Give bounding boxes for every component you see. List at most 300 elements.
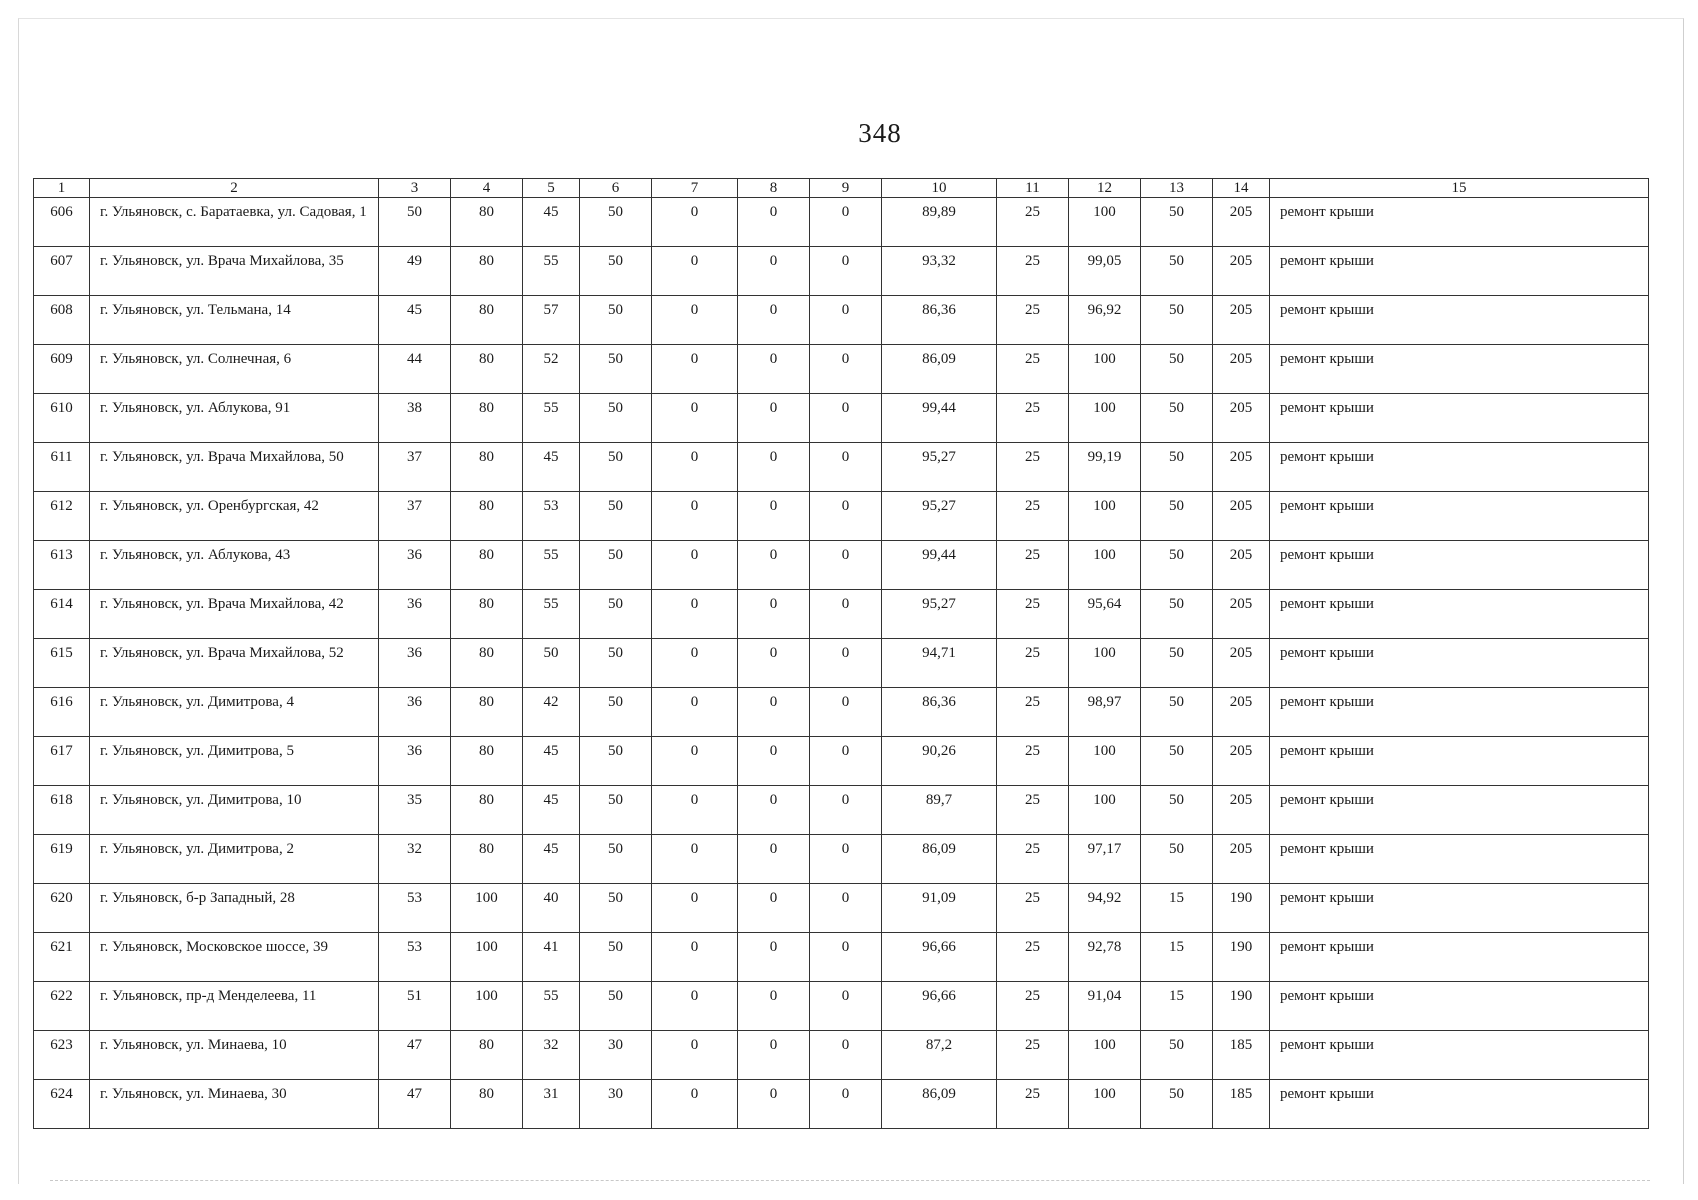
- cell-col6: 50: [580, 492, 652, 541]
- cell-col8: 0: [738, 1080, 810, 1129]
- table-row: [34, 492, 1649, 541]
- cell-col10: 99,44: [882, 541, 997, 590]
- work-type-cell: ремонт крыши: [1270, 1080, 1649, 1129]
- cell-col11: 25: [997, 443, 1069, 492]
- column-number-row: [34, 179, 1649, 198]
- cell-col7: 0: [652, 394, 738, 443]
- cell-col6: 50: [580, 933, 652, 982]
- cell-col12: 100: [1069, 198, 1141, 247]
- cell-col11: 25: [997, 688, 1069, 737]
- cell-col7: 0: [652, 835, 738, 884]
- cell-col7: 0: [652, 1031, 738, 1080]
- cell-col4: 80: [451, 394, 523, 443]
- cell-col10: 89,7: [882, 786, 997, 835]
- cell-col8: 0: [738, 198, 810, 247]
- cell-col9: 0: [810, 345, 882, 394]
- address-cell: г. Ульяновск, ул. Минаева, 10: [90, 1031, 379, 1080]
- cell-col7: 0: [652, 933, 738, 982]
- cell-col6: 50: [580, 835, 652, 884]
- cell-col5: 45: [523, 443, 580, 492]
- address-cell: г. Ульяновск, ул. Солнечная, 6: [90, 345, 379, 394]
- cell-col14: 205: [1213, 394, 1270, 443]
- cell-col11: 25: [997, 639, 1069, 688]
- cell-col12: 97,17: [1069, 835, 1141, 884]
- cell-col13: 15: [1141, 884, 1213, 933]
- cell-col10: 94,71: [882, 639, 997, 688]
- cell-col3: 44: [379, 345, 451, 394]
- cell-col6: 50: [580, 884, 652, 933]
- cell-col4: 80: [451, 835, 523, 884]
- cell-col4: 80: [451, 198, 523, 247]
- cell-col8: 0: [738, 1031, 810, 1080]
- cell-col8: 0: [738, 884, 810, 933]
- table-row: [34, 884, 1649, 933]
- cell-col11: 25: [997, 492, 1069, 541]
- cell-col3: 36: [379, 639, 451, 688]
- cell-col6: 50: [580, 982, 652, 1031]
- row-number: 617: [34, 737, 90, 786]
- cell-col6: 50: [580, 737, 652, 786]
- table-row: [34, 296, 1649, 345]
- cell-col6: 30: [580, 1080, 652, 1129]
- row-number: 618: [34, 786, 90, 835]
- address-cell: г. Ульяновск, ул. Аблукова, 43: [90, 541, 379, 590]
- cell-col3: 37: [379, 443, 451, 492]
- table-row: [34, 933, 1649, 982]
- row-number: 610: [34, 394, 90, 443]
- row-number: 611: [34, 443, 90, 492]
- column-header: 3: [379, 179, 451, 198]
- work-type-cell: ремонт крыши: [1270, 835, 1649, 884]
- address-cell: г. Ульяновск, ул. Димитрова, 4: [90, 688, 379, 737]
- cell-col10: 89,89: [882, 198, 997, 247]
- cell-col10: 96,66: [882, 982, 997, 1031]
- cell-col6: 50: [580, 786, 652, 835]
- cell-col9: 0: [810, 639, 882, 688]
- cell-col7: 0: [652, 296, 738, 345]
- cell-col11: 25: [997, 198, 1069, 247]
- work-type-cell: ремонт крыши: [1270, 443, 1649, 492]
- cell-col11: 25: [997, 786, 1069, 835]
- cell-col12: 99,05: [1069, 247, 1141, 296]
- cell-col12: 100: [1069, 345, 1141, 394]
- cell-col8: 0: [738, 982, 810, 1031]
- cell-col8: 0: [738, 639, 810, 688]
- cell-col7: 0: [652, 541, 738, 590]
- row-number: 607: [34, 247, 90, 296]
- cell-col3: 35: [379, 786, 451, 835]
- cell-col9: 0: [810, 1031, 882, 1080]
- column-header: 7: [652, 179, 738, 198]
- cell-col10: 96,66: [882, 933, 997, 982]
- address-cell: г. Ульяновск, ул. Врача Михайлова, 50: [90, 443, 379, 492]
- cell-col8: 0: [738, 492, 810, 541]
- cell-col12: 100: [1069, 737, 1141, 786]
- cell-col8: 0: [738, 688, 810, 737]
- cell-col6: 50: [580, 541, 652, 590]
- row-number: 621: [34, 933, 90, 982]
- cell-col13: 50: [1141, 443, 1213, 492]
- cell-col14: 190: [1213, 982, 1270, 1031]
- cell-col11: 25: [997, 884, 1069, 933]
- cell-col9: 0: [810, 443, 882, 492]
- table-row: [34, 982, 1649, 1031]
- cell-col8: 0: [738, 737, 810, 786]
- cell-col11: 25: [997, 1031, 1069, 1080]
- cell-col13: 50: [1141, 492, 1213, 541]
- cell-col6: 50: [580, 345, 652, 394]
- work-type-cell: ремонт крыши: [1270, 982, 1649, 1031]
- row-number: 624: [34, 1080, 90, 1129]
- cell-col13: 15: [1141, 982, 1213, 1031]
- work-type-cell: ремонт крыши: [1270, 541, 1649, 590]
- cell-col9: 0: [810, 1080, 882, 1129]
- cell-col12: 91,04: [1069, 982, 1141, 1031]
- cell-col12: 100: [1069, 394, 1141, 443]
- cell-col12: 100: [1069, 1080, 1141, 1129]
- table-header: [34, 179, 1649, 198]
- cell-col9: 0: [810, 835, 882, 884]
- cell-col12: 94,92: [1069, 884, 1141, 933]
- cell-col13: 50: [1141, 296, 1213, 345]
- table-row: [34, 639, 1649, 688]
- work-type-cell: ремонт крыши: [1270, 590, 1649, 639]
- cell-col8: 0: [738, 394, 810, 443]
- cell-col13: 50: [1141, 541, 1213, 590]
- row-number: 619: [34, 835, 90, 884]
- row-number: 615: [34, 639, 90, 688]
- cell-col3: 45: [379, 296, 451, 345]
- cell-col12: 100: [1069, 492, 1141, 541]
- row-number: 609: [34, 345, 90, 394]
- cell-col4: 80: [451, 1080, 523, 1129]
- cell-col12: 92,78: [1069, 933, 1141, 982]
- column-header: 9: [810, 179, 882, 198]
- cell-col13: 50: [1141, 590, 1213, 639]
- cell-col14: 205: [1213, 590, 1270, 639]
- cell-col3: 53: [379, 884, 451, 933]
- cell-col4: 80: [451, 688, 523, 737]
- work-type-cell: ремонт крыши: [1270, 247, 1649, 296]
- cell-col14: 205: [1213, 247, 1270, 296]
- cell-col5: 55: [523, 394, 580, 443]
- cell-col4: 80: [451, 1031, 523, 1080]
- cell-col5: 41: [523, 933, 580, 982]
- cell-col3: 49: [379, 247, 451, 296]
- cell-col11: 25: [997, 296, 1069, 345]
- cell-col14: 185: [1213, 1080, 1270, 1129]
- cell-col14: 205: [1213, 198, 1270, 247]
- address-cell: г. Ульяновск, ул. Тельмана, 14: [90, 296, 379, 345]
- cell-col14: 185: [1213, 1031, 1270, 1080]
- column-header: 10: [882, 179, 997, 198]
- cell-col6: 50: [580, 639, 652, 688]
- cell-col10: 91,09: [882, 884, 997, 933]
- address-cell: г. Ульяновск, ул. Димитрова, 10: [90, 786, 379, 835]
- table-row: [34, 443, 1649, 492]
- cell-col13: 50: [1141, 198, 1213, 247]
- cell-col9: 0: [810, 933, 882, 982]
- cell-col7: 0: [652, 639, 738, 688]
- cell-col7: 0: [652, 688, 738, 737]
- cell-col8: 0: [738, 541, 810, 590]
- cell-col10: 86,36: [882, 688, 997, 737]
- cell-col5: 45: [523, 835, 580, 884]
- cell-col9: 0: [810, 884, 882, 933]
- cell-col8: 0: [738, 933, 810, 982]
- scan-edge-line: [50, 1180, 1650, 1181]
- cell-col3: 36: [379, 590, 451, 639]
- cell-col10: 86,09: [882, 345, 997, 394]
- cell-col12: 95,64: [1069, 590, 1141, 639]
- cell-col3: 36: [379, 737, 451, 786]
- cell-col14: 205: [1213, 688, 1270, 737]
- cell-col6: 50: [580, 590, 652, 639]
- work-type-cell: ремонт крыши: [1270, 198, 1649, 247]
- column-header: 13: [1141, 179, 1213, 198]
- cell-col8: 0: [738, 296, 810, 345]
- column-header: 4: [451, 179, 523, 198]
- row-number: 614: [34, 590, 90, 639]
- table-body: [34, 198, 1649, 1129]
- table-row: [34, 394, 1649, 443]
- column-header: 1: [34, 179, 90, 198]
- column-header: 11: [997, 179, 1069, 198]
- cell-col3: 47: [379, 1080, 451, 1129]
- address-cell: г. Ульяновск, ул. Врача Михайлова, 52: [90, 639, 379, 688]
- cell-col4: 80: [451, 541, 523, 590]
- cell-col12: 98,97: [1069, 688, 1141, 737]
- cell-col9: 0: [810, 688, 882, 737]
- cell-col5: 55: [523, 982, 580, 1031]
- cell-col4: 80: [451, 639, 523, 688]
- column-header: 6: [580, 179, 652, 198]
- work-type-cell: ремонт крыши: [1270, 639, 1649, 688]
- cell-col6: 50: [580, 443, 652, 492]
- address-cell: г. Ульяновск, ул. Врача Михайлова, 35: [90, 247, 379, 296]
- cell-col11: 25: [997, 1080, 1069, 1129]
- cell-col13: 50: [1141, 345, 1213, 394]
- cell-col10: 90,26: [882, 737, 997, 786]
- work-type-cell: ремонт крыши: [1270, 884, 1649, 933]
- cell-col10: 86,09: [882, 1080, 997, 1129]
- cell-col9: 0: [810, 198, 882, 247]
- cell-col7: 0: [652, 884, 738, 933]
- cell-col5: 53: [523, 492, 580, 541]
- cell-col3: 36: [379, 688, 451, 737]
- address-cell: г. Ульяновск, Московское шоссе, 39: [90, 933, 379, 982]
- work-type-cell: ремонт крыши: [1270, 492, 1649, 541]
- cell-col3: 36: [379, 541, 451, 590]
- cell-col4: 80: [451, 590, 523, 639]
- cell-col4: 80: [451, 345, 523, 394]
- work-type-cell: ремонт крыши: [1270, 786, 1649, 835]
- cell-col13: 50: [1141, 1031, 1213, 1080]
- table-row: [34, 737, 1649, 786]
- cell-col3: 38: [379, 394, 451, 443]
- work-type-cell: ремонт крыши: [1270, 1031, 1649, 1080]
- cell-col14: 205: [1213, 443, 1270, 492]
- cell-col14: 205: [1213, 639, 1270, 688]
- address-cell: г. Ульяновск, ул. Врача Михайлова, 42: [90, 590, 379, 639]
- column-header: 14: [1213, 179, 1270, 198]
- cell-col14: 205: [1213, 345, 1270, 394]
- cell-col5: 55: [523, 590, 580, 639]
- work-type-cell: ремонт крыши: [1270, 688, 1649, 737]
- cell-col11: 25: [997, 394, 1069, 443]
- cell-col5: 42: [523, 688, 580, 737]
- address-cell: г. Ульяновск, пр-д Менделеева, 11: [90, 982, 379, 1031]
- cell-col13: 15: [1141, 933, 1213, 982]
- cell-col5: 40: [523, 884, 580, 933]
- cell-col10: 86,09: [882, 835, 997, 884]
- cell-col7: 0: [652, 1080, 738, 1129]
- cell-col4: 100: [451, 933, 523, 982]
- table-row: [34, 198, 1649, 247]
- address-cell: г. Ульяновск, ул. Димитрова, 5: [90, 737, 379, 786]
- cell-col9: 0: [810, 394, 882, 443]
- work-type-cell: ремонт крыши: [1270, 737, 1649, 786]
- cell-col14: 205: [1213, 492, 1270, 541]
- cell-col7: 0: [652, 590, 738, 639]
- address-cell: г. Ульяновск, ул. Минаева, 30: [90, 1080, 379, 1129]
- cell-col5: 45: [523, 786, 580, 835]
- table-row: [34, 590, 1649, 639]
- cell-col9: 0: [810, 786, 882, 835]
- cell-col4: 100: [451, 982, 523, 1031]
- column-header: 12: [1069, 179, 1141, 198]
- row-number: 623: [34, 1031, 90, 1080]
- column-header: 15: [1270, 179, 1649, 198]
- cell-col5: 32: [523, 1031, 580, 1080]
- cell-col11: 25: [997, 247, 1069, 296]
- work-type-cell: ремонт крыши: [1270, 394, 1649, 443]
- cell-col13: 50: [1141, 835, 1213, 884]
- cell-col8: 0: [738, 835, 810, 884]
- row-number: 612: [34, 492, 90, 541]
- cell-col5: 52: [523, 345, 580, 394]
- cell-col11: 25: [997, 590, 1069, 639]
- cell-col6: 50: [580, 688, 652, 737]
- cell-col12: 100: [1069, 1031, 1141, 1080]
- cell-col14: 205: [1213, 296, 1270, 345]
- address-cell: г. Ульяновск, ул. Оренбургская, 42: [90, 492, 379, 541]
- table-row: [34, 786, 1649, 835]
- cell-col9: 0: [810, 590, 882, 639]
- cell-col13: 50: [1141, 786, 1213, 835]
- cell-col6: 50: [580, 198, 652, 247]
- row-number: 608: [34, 296, 90, 345]
- cell-col4: 80: [451, 786, 523, 835]
- work-type-cell: ремонт крыши: [1270, 933, 1649, 982]
- cell-col11: 25: [997, 541, 1069, 590]
- cell-col10: 95,27: [882, 492, 997, 541]
- row-number: 606: [34, 198, 90, 247]
- cell-col4: 100: [451, 884, 523, 933]
- address-cell: г. Ульяновск, ул. Аблукова, 91: [90, 394, 379, 443]
- cell-col10: 95,27: [882, 590, 997, 639]
- cell-col11: 25: [997, 737, 1069, 786]
- row-number: 616: [34, 688, 90, 737]
- cell-col5: 45: [523, 198, 580, 247]
- cell-col7: 0: [652, 786, 738, 835]
- cell-col14: 205: [1213, 737, 1270, 786]
- cell-col9: 0: [810, 247, 882, 296]
- cell-col6: 50: [580, 247, 652, 296]
- row-number: 613: [34, 541, 90, 590]
- cell-col11: 25: [997, 345, 1069, 394]
- cell-col3: 50: [379, 198, 451, 247]
- cell-col8: 0: [738, 590, 810, 639]
- cell-col10: 87,2: [882, 1031, 997, 1080]
- cell-col7: 0: [652, 443, 738, 492]
- cell-col3: 51: [379, 982, 451, 1031]
- cell-col6: 50: [580, 296, 652, 345]
- cell-col14: 190: [1213, 933, 1270, 982]
- table-row: [34, 247, 1649, 296]
- cell-col4: 80: [451, 737, 523, 786]
- cell-col7: 0: [652, 247, 738, 296]
- cell-col3: 47: [379, 1031, 451, 1080]
- cell-col5: 45: [523, 737, 580, 786]
- column-header: 2: [90, 179, 379, 198]
- cell-col5: 55: [523, 247, 580, 296]
- cell-col9: 0: [810, 982, 882, 1031]
- cell-col7: 0: [652, 345, 738, 394]
- table-row: [34, 835, 1649, 884]
- register-table: [33, 178, 1649, 1129]
- cell-col9: 0: [810, 296, 882, 345]
- cell-col13: 50: [1141, 394, 1213, 443]
- cell-col7: 0: [652, 492, 738, 541]
- cell-col14: 205: [1213, 835, 1270, 884]
- cell-col13: 50: [1141, 737, 1213, 786]
- table-row: [34, 541, 1649, 590]
- cell-col8: 0: [738, 345, 810, 394]
- cell-col6: 30: [580, 1031, 652, 1080]
- cell-col13: 50: [1141, 247, 1213, 296]
- cell-col5: 31: [523, 1080, 580, 1129]
- column-header: 5: [523, 179, 580, 198]
- cell-col10: 93,32: [882, 247, 997, 296]
- cell-col8: 0: [738, 443, 810, 492]
- page-number: 348: [858, 118, 902, 148]
- cell-col3: 53: [379, 933, 451, 982]
- table-row: [34, 345, 1649, 394]
- cell-col9: 0: [810, 492, 882, 541]
- work-type-cell: ремонт крыши: [1270, 296, 1649, 345]
- row-number: 620: [34, 884, 90, 933]
- column-header: 8: [738, 179, 810, 198]
- address-cell: г. Ульяновск, б-р Западный, 28: [90, 884, 379, 933]
- cell-col12: 100: [1069, 541, 1141, 590]
- cell-col14: 190: [1213, 884, 1270, 933]
- cell-col4: 80: [451, 247, 523, 296]
- cell-col3: 37: [379, 492, 451, 541]
- cell-col4: 80: [451, 443, 523, 492]
- cell-col11: 25: [997, 933, 1069, 982]
- work-type-cell: ремонт крыши: [1270, 345, 1649, 394]
- cell-col12: 100: [1069, 786, 1141, 835]
- cell-col10: 86,36: [882, 296, 997, 345]
- cell-col14: 205: [1213, 786, 1270, 835]
- cell-col11: 25: [997, 982, 1069, 1031]
- cell-col13: 50: [1141, 639, 1213, 688]
- cell-col9: 0: [810, 737, 882, 786]
- cell-col8: 0: [738, 786, 810, 835]
- cell-col5: 55: [523, 541, 580, 590]
- cell-col10: 99,44: [882, 394, 997, 443]
